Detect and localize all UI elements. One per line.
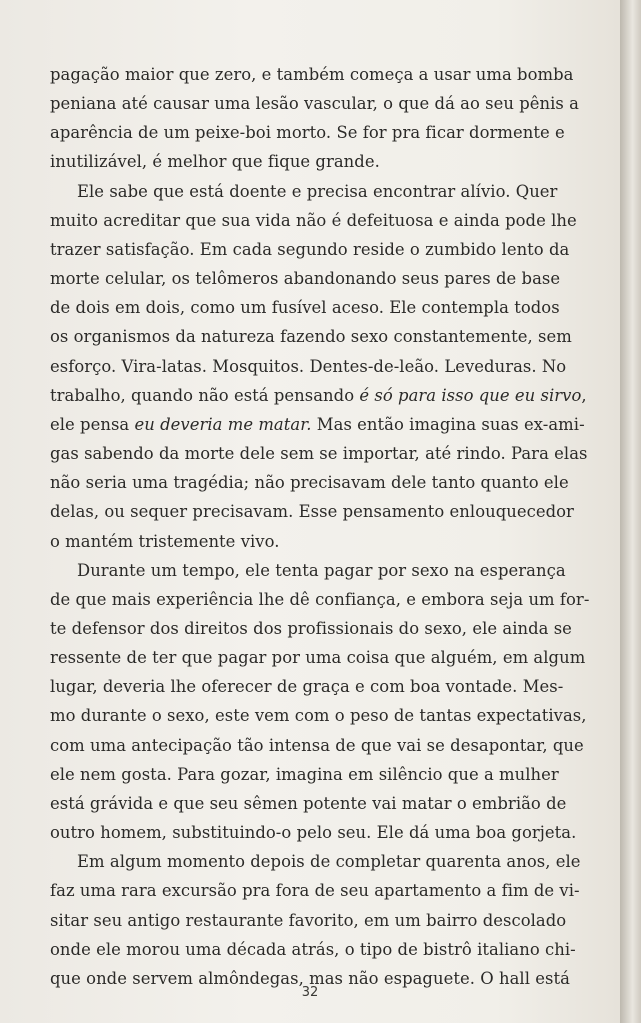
text-line: o mantém tristemente vivo. [50,531,280,551]
text-line: mo durante o sexo, este vem com o peso de tantas expectativas, [50,706,587,726]
text-line: onde ele morou uma década atrás, o tipo de bistrô italiano chi- [50,939,576,959]
paragraph [50,177,590,556]
text-line: gas sabendo da morte dele sem se importar, até rindo. Para elas [50,444,588,464]
text-line: faz uma rara excursão pra fora de seu apartamento a fim de vi- [50,881,580,901]
text-line: de dois em dois, como um fusível aceso. Ele contempla todos [50,298,560,318]
paragraph [50,556,590,848]
text-line: aparência de um peixe-boi morto. Se for pra ficar dormente e [50,123,565,143]
text-segment: trabalho, quando não está pensando [50,385,360,405]
text-line: lugar, deveria lhe oferecer de graça e com boa vontade. Mes- [50,677,564,697]
text-line: inutilizável, é melhor que fique grande. [50,152,380,172]
text-line: que onde servem almôndegas, mas não espaguete. O hall está [50,968,570,988]
text-line: trazer satisfação. Em cada segundo reside o zumbido lento da [50,239,570,259]
page-number: 32 [301,985,319,1000]
text-line: ele nem gosta. Para gozar, imagina em silêncio que a mulher [50,764,559,784]
text-line: os organismos da natureza fazendo sexo constantemente, sem [50,327,572,347]
text-line: com uma antecipação tão intensa de que vai se desapontar, que [50,735,584,755]
paragraph [50,60,590,177]
text-segment: , [581,385,587,405]
text-line: Ele sabe que está doente e precisa encontrar alívio. Quer [77,181,558,201]
text-line: Durante um tempo, ele tenta pagar por sexo na esperança [77,560,566,580]
text-line: está grávida e que seu sêmen potente vai matar o embrião de [50,793,567,813]
body-text [50,60,590,993]
text-line: ressente de ter que pagar por uma coisa que alguém, em algum [50,648,586,668]
text-line: peniana até causar uma lesão vascular, o que dá ao seu pênis a [50,94,579,114]
text-segment: ele pensa [50,414,135,434]
text-line: pagação maior que zero, e também começa a usar uma bomba [50,65,574,84]
paragraph [50,847,590,993]
text-line: muito acreditar que sua vida não é defeituosa e ainda pode lhe [50,210,577,230]
text-line: sitar seu antigo restaurante favorito, em um bairro descolado [50,910,567,930]
italic-phrase: eu deveria me matar. [134,414,312,434]
text-line [50,381,590,410]
text-line: delas, ou sequer precisavam. Esse pensamento enlouquecedor [50,502,574,522]
text-line: outro homem, substituindo-o pelo seu. Ele dá uma boa gorjeta. [50,823,577,843]
text-line: esforço. Vira-latas. Mosquitos. Dentes-de-leão. Leveduras. No [50,356,567,376]
text-segment: Mas então imagina suas ex-ami- [311,414,585,434]
text-line: de que mais experiência lhe dê confiança, e embora seja um for- [50,589,590,609]
italic-phrase: é só para isso que eu sirvo [359,385,582,405]
text-line: morte celular, os telômeros abandonando seus pares de base [50,269,561,289]
text-line: Em algum momento depois de completar quarenta anos, ele [77,852,581,872]
text-line [50,410,590,439]
page-edge [620,0,641,1023]
text-line: não seria uma tragédia; não precisavam dele tanto quanto ele [50,473,569,493]
text-line: te defensor dos direitos dos profissionais do sexo, ele ainda se [50,618,572,638]
